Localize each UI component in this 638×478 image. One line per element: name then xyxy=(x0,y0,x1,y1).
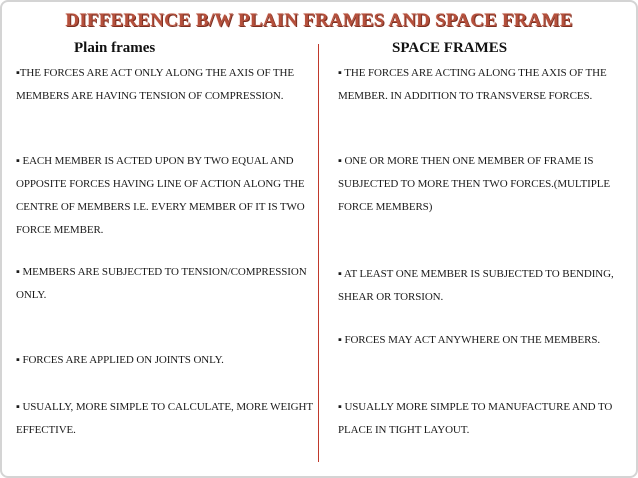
plain-frames-point: ▪ MEMBERS ARE SUBJECTED TO TENSION/COMPRESSION ONLY. xyxy=(16,266,307,301)
plain-frames-point: ▪ EACH MEMBER IS ACTED UPON BY TWO EQUAL AND OPPOSITE FORCES HAVING LINE OF ACTION ALONG THE CENTRE OF MEMBERS I.E. EVERY MEMBER OF IT IS TWO FORCE MEMBER. xyxy=(16,155,305,236)
space-frames-point: ▪ AT LEAST ONE MEMBER IS SUBJECTED TO BENDING, SHEAR OR TORSION. xyxy=(338,268,614,303)
space-frames-point: ▪ ONE OR MORE THEN ONE MEMBER OF FRAME IS SUBJECTED TO MORE THEN TWO FORCES.(MULTIPLE FORCE MEMBERS) xyxy=(338,155,610,213)
space-frames-header: SPACE FRAMES xyxy=(392,40,508,56)
column-divider xyxy=(318,44,319,462)
plain-frames-point: ▪ USUALLY, MORE SIMPLE TO CALCULATE, MORE WEIGHT EFFECTIVE. xyxy=(16,401,313,436)
plain-frames-point: ▪THE FORCES ARE ACT ONLY ALONG THE AXIS OF THE MEMBERS ARE HAVING TENSION OF COMPRESSION. xyxy=(16,67,295,102)
space-frames-point: ▪ THE FORCES ARE ACTING ALONG THE AXIS OF THE MEMBER. IN ADDITION TO TRANSVERSE FORCES. xyxy=(338,67,607,102)
space-frames-point: ▪ USUALLY MORE SIMPLE TO MANUFACTURE AND TO PLACE IN TIGHT LAYOUT. xyxy=(338,401,613,436)
slide-title: DIFFERENCE B/W PLAIN FRAMES AND SPACE FRAME xyxy=(65,10,573,31)
plain-frames-header: Plain frames xyxy=(74,40,156,56)
plain-frames-point: ▪ FORCES ARE APPLIED ON JOINTS ONLY. xyxy=(16,354,224,366)
space-frames-point: ▪ FORCES MAY ACT ANYWHERE ON THE MEMBERS. xyxy=(338,334,601,346)
